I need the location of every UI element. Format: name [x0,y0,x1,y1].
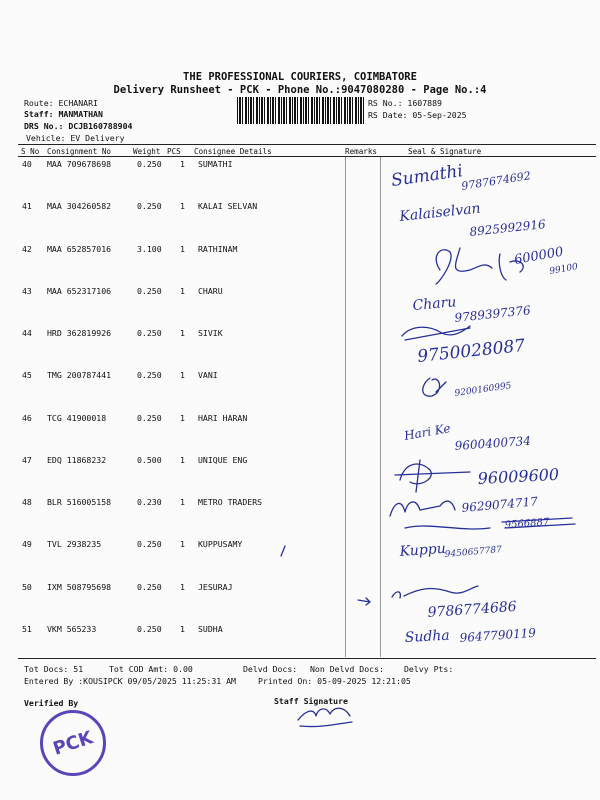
handwritten-phone: 8925992916 [468,217,547,239]
col-seal: Seal & Signature [408,147,482,156]
row-consignment-no: BLR 516005158 [47,497,112,507]
row-consignee-name: HARI HARAN [198,412,248,423]
signature-row-49 [281,541,503,560]
signature-row-46 [402,421,531,453]
signature-scribble [298,708,352,726]
signature-row-45 [423,378,513,399]
row-pcs: 1 [180,243,185,254]
row-pcs: 1 [180,581,185,592]
signature-scribble [392,586,478,598]
row-weight: 0.500 [137,454,162,465]
col-pcs: PCS [167,147,181,156]
signature-scribble [402,326,470,340]
row-pcs: 1 [180,285,185,296]
handwritten-phone: 9647790119 [459,625,537,645]
vehicle: Vehicle: EV Delivery [26,133,125,143]
row-consignee-name: KUPPUSAMY [198,539,243,550]
signature-row-42 [436,245,579,284]
row-sno: 43 [22,285,32,296]
signature-row-50 [358,586,517,621]
delivery-points: Delvy Pts: [404,664,454,674]
row-sno: 50 [22,581,32,592]
total-docs: Tot Docs: 51 [24,664,84,674]
handwritten-phone: 9200160995 [454,381,513,399]
row-pcs: 1 [180,454,185,465]
handwritten-phone: 9750028087 [416,335,527,367]
row-consignment-no: MAA 709678698 [47,159,112,169]
staff-signature-label: Staff Signature [274,696,348,706]
col-consignment: Consignment No [47,147,112,156]
rs-number: RS No.: 1607889 [368,98,442,108]
entered-by: Entered By :KOUSIPCK 09/05/2025 11:25:31 AM [24,676,236,686]
tick-mark [281,546,285,556]
row-weight: 0.250 [137,581,162,592]
total-cod-amount: Tot COD Amt: 0.00 [109,664,193,674]
row-pcs: 1 [180,412,185,423]
row-pcs: 1 [180,328,185,338]
rs-date: RS Date: 05-Sep-2025 [368,110,467,120]
row-pcs: 1 [180,370,185,381]
row-consignee-name: METRO TRADERS [198,497,263,507]
stamp-text: PCK [50,727,96,760]
footer-rule [18,658,596,659]
signature-row-44 [402,326,526,367]
signature-scribble [390,501,455,516]
row-consignment-no: MAA 304260582 [47,201,112,212]
row-sno: 51 [22,623,32,634]
row-pcs: 1 [180,497,185,507]
signature-row-43 [412,294,532,325]
route: Route: ECHANARI [24,98,98,108]
row-sno: 42 [22,243,32,254]
row-weight: 0.250 [137,539,162,550]
handwritten-number: 99100 [548,262,579,277]
row-weight: 0.230 [137,497,162,507]
row-consignment-no: IXM 508795698 [47,581,112,592]
row-weight: 0.250 [137,328,162,338]
non-delivered-docs: Non Delvd Docs: [310,664,384,674]
delivered-docs: Delvd Docs: [243,664,298,674]
handwritten-phone: 9789397376 [453,303,532,325]
row-pcs: 1 [180,201,185,212]
col-weight: Weight [133,147,161,156]
handwritten-phone: 9600400734 [454,433,532,453]
row-consignment-no: TVL 2938235 [47,539,102,550]
row-weight: 0.250 [137,159,162,169]
row-sno: 40 [22,159,32,169]
signature-scribble [423,378,446,396]
row-consignment-no: MAA 652317106 [47,285,112,296]
handwritten-name: Sudha [404,627,451,646]
signature-row-41 [398,201,547,239]
signature-row-47 [395,460,560,492]
row-sno: 47 [22,454,32,465]
row-consignment-no: VKM 565233 [47,623,97,634]
row-weight: 0.250 [137,370,162,381]
row-consignment-no: EDQ 11868232 [47,454,107,465]
row-weight: 3.100 [137,243,162,254]
handwritten-phone: 9786774686 [427,598,518,621]
row-consignment-no: HRD 362819926 [47,328,112,338]
signature-scribble [395,460,470,492]
handwritten-phone: 9629074717 [461,494,539,515]
row-weight: 0.250 [137,201,162,212]
handwritten-name: Charu [411,294,457,314]
signature-row-40 [390,161,532,193]
printed-on: Printed On: 05-09-2025 12:21:05 [258,676,411,686]
row-consignment-no: TCG 41900018 [47,412,107,423]
handwritten-phone: 9787674692 [460,169,532,193]
row-sno: 45 [22,370,32,381]
row-consignee-name: KALAI SELVAN [198,201,258,212]
row-consignee-name: JESURAJ [198,581,233,592]
handwritten-name: Kalaiselvan [398,200,482,225]
row-pcs: 1 [180,623,185,634]
staff: Staff: MANMATHAN [24,109,103,119]
company-name: THE PROFESSIONAL COURIERS, COIMBATORE [183,71,417,83]
row-consignee-name: CHARU [198,285,223,296]
col-consignee: Consignee Details [194,147,272,156]
row-consignee-name: RATHINAM [198,243,238,254]
handwritten-number: 600000 [513,244,565,268]
runsheet-title: Delivery Runsheet - PCK - Phone No.:9047080280 - Page No.:4 [113,84,487,96]
row-weight: 0.250 [137,623,162,634]
row-consignment-no: MAA 652857016 [47,243,112,254]
row-consignee-name: SUDHA [198,623,223,634]
handwritten-phone: 9450657787 [444,545,503,560]
staff-signature-scribble [298,708,352,726]
row-pcs: 1 [180,539,185,550]
row-sno: 46 [22,412,32,423]
handwritten-phone-struck: 9566887 [504,516,550,531]
handwritten-phone: 96009600 [477,464,560,488]
row-consignment-no: TMG 200787441 [47,370,112,381]
signature-row-51 [404,626,536,646]
signature-scribble [436,248,523,284]
row-consignee-name: SUMATHI [198,159,233,169]
row-weight: 0.250 [137,285,162,296]
arrow-mark [358,598,370,605]
signature-row-48 [390,494,575,531]
row-consignee-name: SIVIK [198,328,223,338]
row-consignee-name: UNIQUE ENG [198,454,248,465]
handwritten-name: Kuppu [399,540,447,560]
row-sno: 41 [22,201,32,212]
handwritten-name: Sumathi [389,161,465,191]
col-remarks: Remarks [345,147,378,156]
row-sno: 48 [22,497,32,507]
handwritten-name: Hari Ke [403,421,452,443]
row-sno: 49 [22,539,32,550]
pck-stamp [40,710,106,776]
row-pcs: 1 [180,159,185,169]
drs-number: DRS No.: DCJB160788904 [24,121,133,131]
verified-by-label: Verified By [24,698,79,708]
row-sno: 44 [22,328,32,338]
row-consignee-name: VANI [198,370,218,381]
row-weight: 0.250 [137,412,162,423]
col-sno: S No [21,147,40,156]
